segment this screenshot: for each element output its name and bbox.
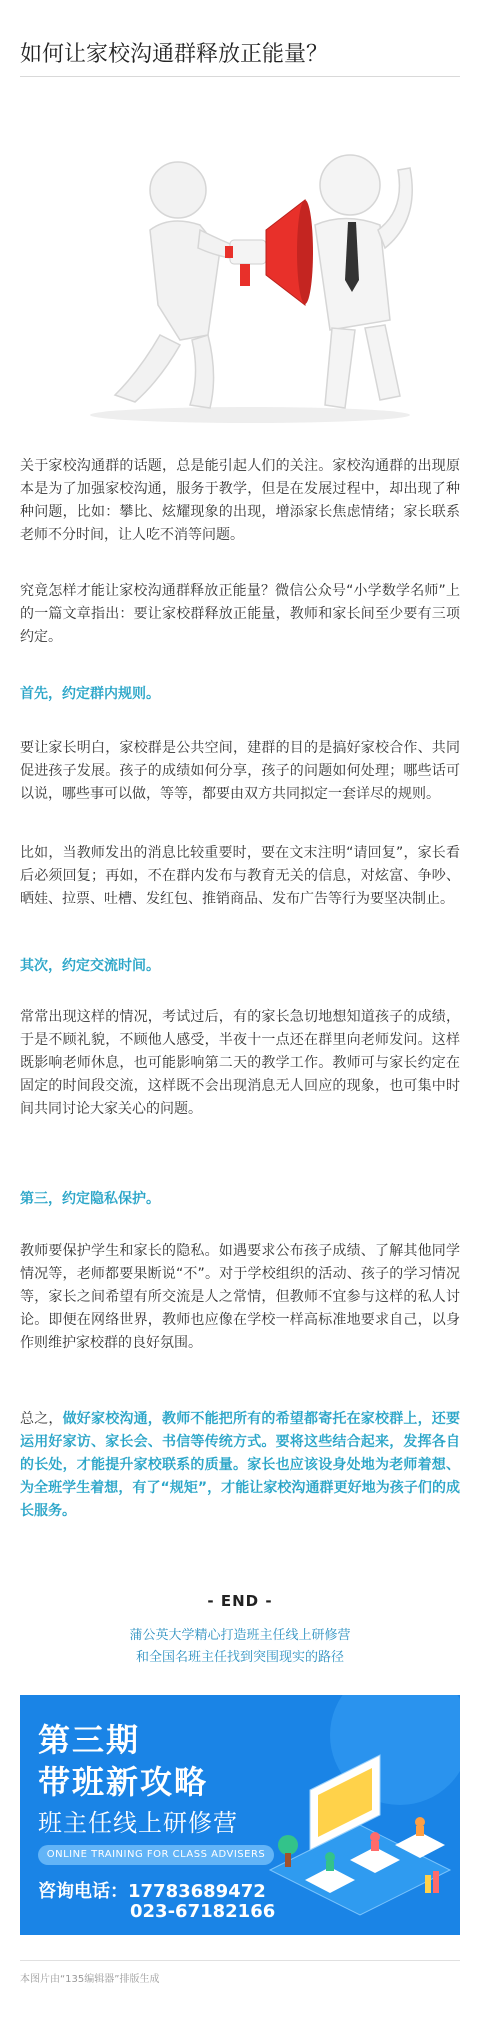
footer-divider bbox=[20, 1960, 460, 1961]
hero-illustration bbox=[80, 130, 420, 430]
conclusion-paragraph bbox=[20, 1408, 460, 1523]
banner-phone-row bbox=[38, 1877, 266, 1903]
page-title: 如何让家校沟通群释放正能量？ bbox=[20, 41, 329, 67]
megaphone-figures-illustration bbox=[80, 130, 420, 430]
time-paragraph: 常常出现这样的情况，考试过后，有的家长急切地想知道孩子的成绩，于是不顾礼貌，不顾他人感受，半夜十一点还在群里向老师发问。这样既影响老师休息，也可能影响第二天的教学工作。教师可与家长约定在固定的时间段交流，这样既不会出现消息无人回应的现象，也可集中时间共同讨论大家关心的问题。 bbox=[20, 1009, 460, 1117]
banner-subtitle: 班主任线上研修营 bbox=[38, 1809, 238, 1837]
conclusion-lead: 总之， bbox=[20, 1411, 63, 1427]
phone-number-1[interactable]: 17783689472 bbox=[128, 1881, 266, 1902]
editor-credit: 本图片由“135编辑器”排版生成 bbox=[20, 1974, 160, 1985]
right-figure bbox=[315, 155, 412, 408]
question-paragraph: 究竟怎样才能让家校沟通群释放正能量？微信公众号“小学数学名师”上的一篇文章指出：要让家校群释放正能量，教师和家长间至少要有三项约定。 bbox=[20, 583, 460, 645]
section-heading-privacy: 第三，约定隐私保护。 bbox=[20, 1191, 160, 1207]
banner-english-tag: ONLINE TRAINING FOR CLASS ADVISERS bbox=[38, 1845, 274, 1865]
promo-banner[interactable] bbox=[20, 1695, 460, 1935]
footer-promo-line-1: 蒲公英大学精心打造班主任线上研修营 bbox=[129, 1628, 351, 1643]
phone-number-2[interactable]: 023-67182166 bbox=[130, 1901, 276, 1922]
banner-headline: 带班新攻略 bbox=[38, 1763, 209, 1801]
intro-paragraph: 关于家校沟通群的话题，总是能引起人们的关注。家校沟通群的出现原本是为了加强家校沟通，服务于教学，但是在发展过程中，却出现了种种问题，比如：攀比、炫耀现象的出现，增添家长焦虑情绪；家长联系老师不分时间，让人吃不消等问题。 bbox=[20, 458, 460, 543]
rules-paragraph: 要让家长明白，家校群是公共空间，建群的目的是搞好家校合作、共同促进孩子发展。孩子的成绩如何分享，孩子的问题如何处理；哪些话可以说，哪些事可以做，等等，都要由双方共同拟定一套详尽的规则。 bbox=[20, 740, 460, 802]
footer-promo-line-2: 和全国名班主任找到突围现实的路径 bbox=[135, 1650, 344, 1665]
banner-issue: 第三期 bbox=[38, 1721, 141, 1759]
section-heading-time: 其次，约定交流时间。 bbox=[20, 958, 160, 974]
section-heading-rules: 首先，约定群内规则。 bbox=[20, 686, 160, 702]
megaphone-icon bbox=[225, 200, 313, 305]
phone-label: 咨询电话： bbox=[38, 1881, 128, 1902]
title-divider bbox=[20, 76, 460, 77]
conclusion-highlight: 做好家校沟通，教师不能把所有的希望都寄托在家校群上，还要运用好家访、家长会、书信等传统方式。要将这些结合起来，发挥各自的长处，才能提升家校联系的质量。家长也应该设身处地为老师着想、为全班学生着想，有了“规矩”，才能让家校沟通群更好地为孩子们的成长服务。 bbox=[20, 1411, 461, 1519]
rules-example-paragraph: 比如，当教师发出的消息比较重要时，要在文末注明“请回复”，家长看后必须回复；再如，不在群内发布与教育无关的信息，对炫富、争吵、晒娃、拉票、吐槽、发红包、推销商品、发布广告等行为要坚决制止。 bbox=[20, 845, 460, 907]
end-mark: - END - bbox=[207, 1592, 273, 1610]
privacy-paragraph: 教师要保护学生和家长的隐私。如遇要求公布孩子成绩、了解其他同学情况等，老师都要果断说“不”。对于学校组织的活动、孩子的学习情况等，家长之间希望有所交流是人之常情，但教师不宜参与这样的私人讨论。即便在网络世界，教师也应像在学校一样高标准地要求自己，以身作则维护家校群的良好氛围。 bbox=[20, 1243, 460, 1351]
left-figure bbox=[115, 162, 245, 408]
